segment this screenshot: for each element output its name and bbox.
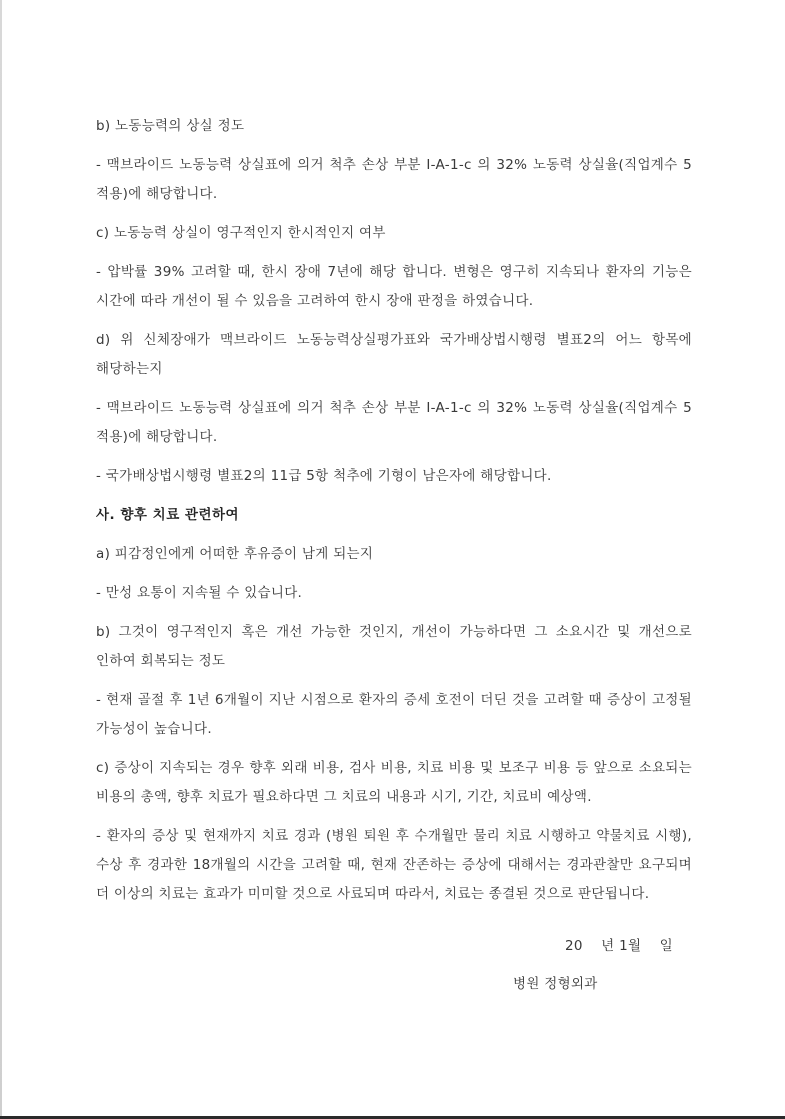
item-b-loss-degree: b) 노동능력의 상실 정도	[96, 118, 245, 134]
item-b2-question: b) 그것이 영구적인지 혹은 개선 가능한 것인지, 개선이 가능하다면 그 소요시간 및 개선으로 인하여 회복되는 정도	[96, 624, 692, 669]
item-c-answer: - 압박률 39% 고려할 때, 한시 장애 7년에 해당 합니다. 변형은 영구히 지속되나 환자의 기능은 시간에 따라 개선이 될 수 있음을 고려하여 한시 장애 판정을 하였습니다.	[96, 264, 692, 309]
document-body	[96, 112, 692, 909]
item-b2-answer: - 현재 골절 후 1년 6개월이 지난 시점으로 환자의 증세 호전이 더딘 것을 고려할 때 증상이 고정될 가능성이 높습니다.	[96, 692, 692, 737]
item-c-question: c) 노동능력 상실이 영구적인지 한시적인지 여부	[96, 225, 386, 241]
item-b-answer: - 맥브라이드 노동능력 상실표에 의거 척추 손상 부분 I-A-1-c 의 32% 노동력 상실율(직업계수 5 적용)에 해당합니다.	[96, 157, 692, 202]
date-line: 20 년 1월 일	[565, 938, 674, 954]
section-heading: 사. 향후 치료 관련하여	[96, 507, 240, 523]
item-d-question: d) 위 신체장애가 맥브라이드 노동능력상실평가표와 국가배상법시행령 별표2의 어느 항목에 해당하는지	[96, 332, 692, 377]
item-a-question: a) 피감정인에게 어떠한 후유증이 남게 되는지	[96, 546, 374, 562]
signature: 병원 정형외과	[513, 976, 598, 992]
item-d-answer-2: - 국가배상법시행령 별표2의 11급 5항 척추에 기형이 남은자에 해당합니다.	[96, 468, 552, 484]
item-c2-question: c) 증상이 지속되는 경우 향후 외래 비용, 검사 비용, 치료 비용 및 보조구 비용 등 앞으로 소요되는 비용의 총액, 향후 치료가 필요하다면 그 치료의 내용과 시기, 기간, 치료비 예상액.	[96, 760, 692, 805]
scan-edge	[0, 0, 2, 1119]
item-c2-answer: - 환자의 증상 및 현재까지 치료 경과 (병원 퇴원 후 수개월만 물리 치료 시행하고 약물치료 시행), 수상 후 경과한 18개월의 시간을 고려할 때, 현재 잔존하는 증상에 대해서는 경과관찰만 요구되며 더 이상의 치료는 효과가 미미할 것으로 사료되며 따라서, 치료는 종결된 것으로 판단됩니다.	[96, 828, 692, 902]
item-d-answer-1: - 맥브라이드 노동능력 상실표에 의거 척추 손상 부분 I-A-1-c 의 32% 노동력 상실율(직업계수 5 적용)에 해당합니다.	[96, 400, 692, 445]
item-a-answer: - 만성 요통이 지속될 수 있습니다.	[96, 585, 303, 601]
